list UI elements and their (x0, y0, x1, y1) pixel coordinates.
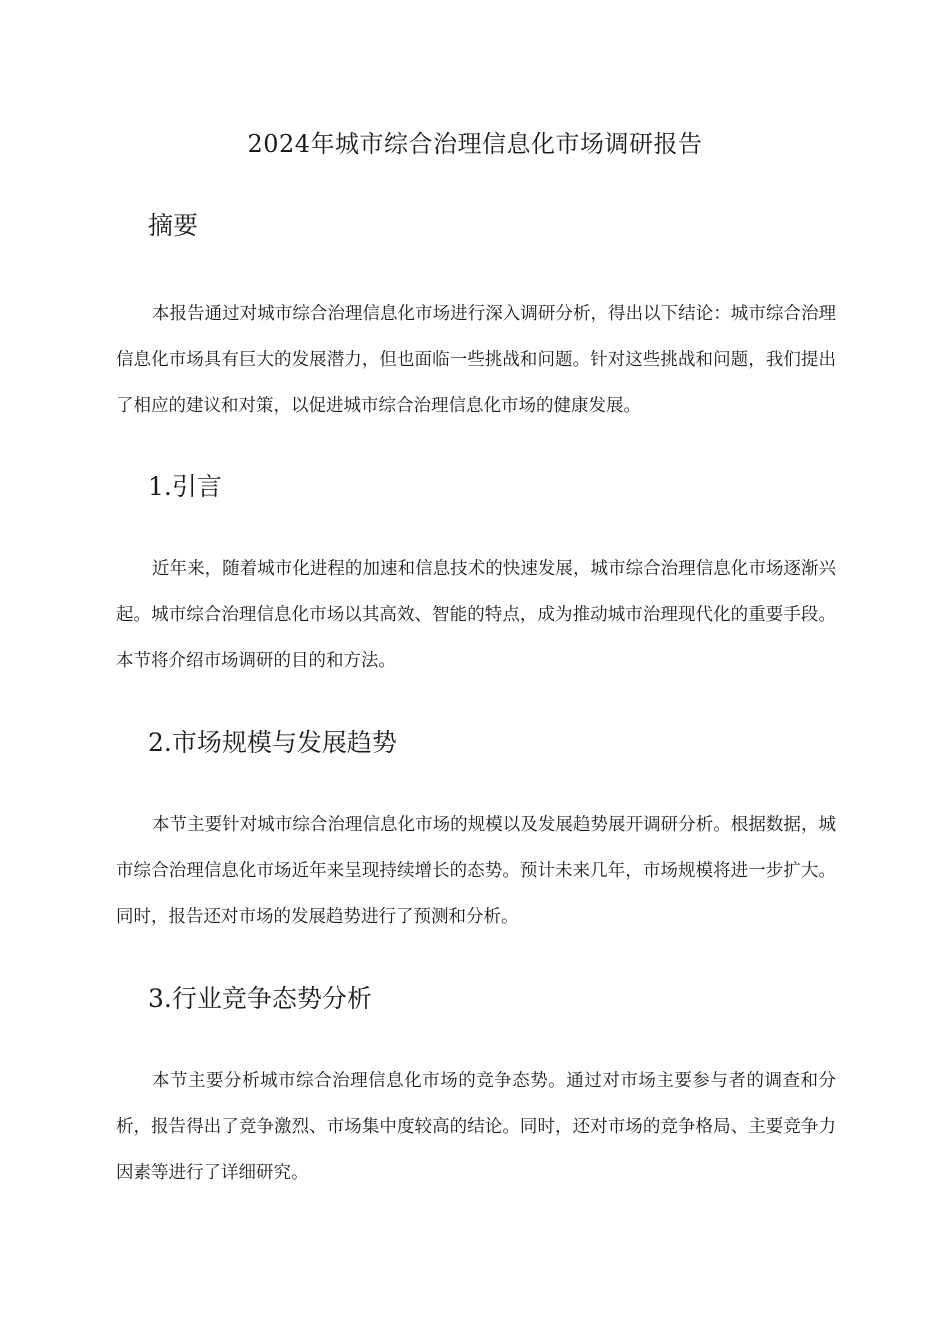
document-title: 2024年城市综合治理信息化市场调研报告 (247, 130, 703, 158)
section-paragraph-market-size: 本节主要针对城市综合治理信息化市场的规模以及发展趋势展开调研分析。根据数据，城市综合治理信息化市场近年来呈现持续增长的态势。预计未来几年，市场规模将进一步扩大。同时，报告还对市场的发展趋势进行了预测和分析。 (116, 815, 836, 927)
section-heading-competition: 3.行业竞争态势分析 (148, 984, 372, 1013)
section-heading-abstract: 摘要 (148, 211, 199, 240)
section-heading-introduction: 1.引言 (148, 472, 222, 501)
section-heading-market-size: 2.市场规模与发展趋势 (148, 728, 397, 757)
section-paragraph-abstract: 本报告通过对城市综合治理信息化市场进行深入调研分析，得出以下结论：城市综合治理信息化市场具有巨大的发展潜力，但也面临一些挑战和问题。针对这些挑战和问题，我们提出了相应的建议和对策，以促进城市综合治理信息化市场的健康发展。 (116, 304, 836, 416)
section-paragraph-competition: 本节主要分析城市综合治理信息化市场的竞争态势。通过对市场主要参与者的调查和分析，报告得出了竞争激烈、市场集中度较高的结论。同时，还对市场的竞争格局、主要竞争力因素等进行了详细研究。 (116, 1071, 836, 1183)
section-paragraph-introduction: 近年来，随着城市化进程的加速和信息技术的快速发展，城市综合治理信息化市场逐渐兴起。城市综合治理信息化市场以其高效、智能的特点，成为推动城市治理现代化的重要手段。本节将介绍市场调研的目的和方法。 (116, 559, 836, 671)
